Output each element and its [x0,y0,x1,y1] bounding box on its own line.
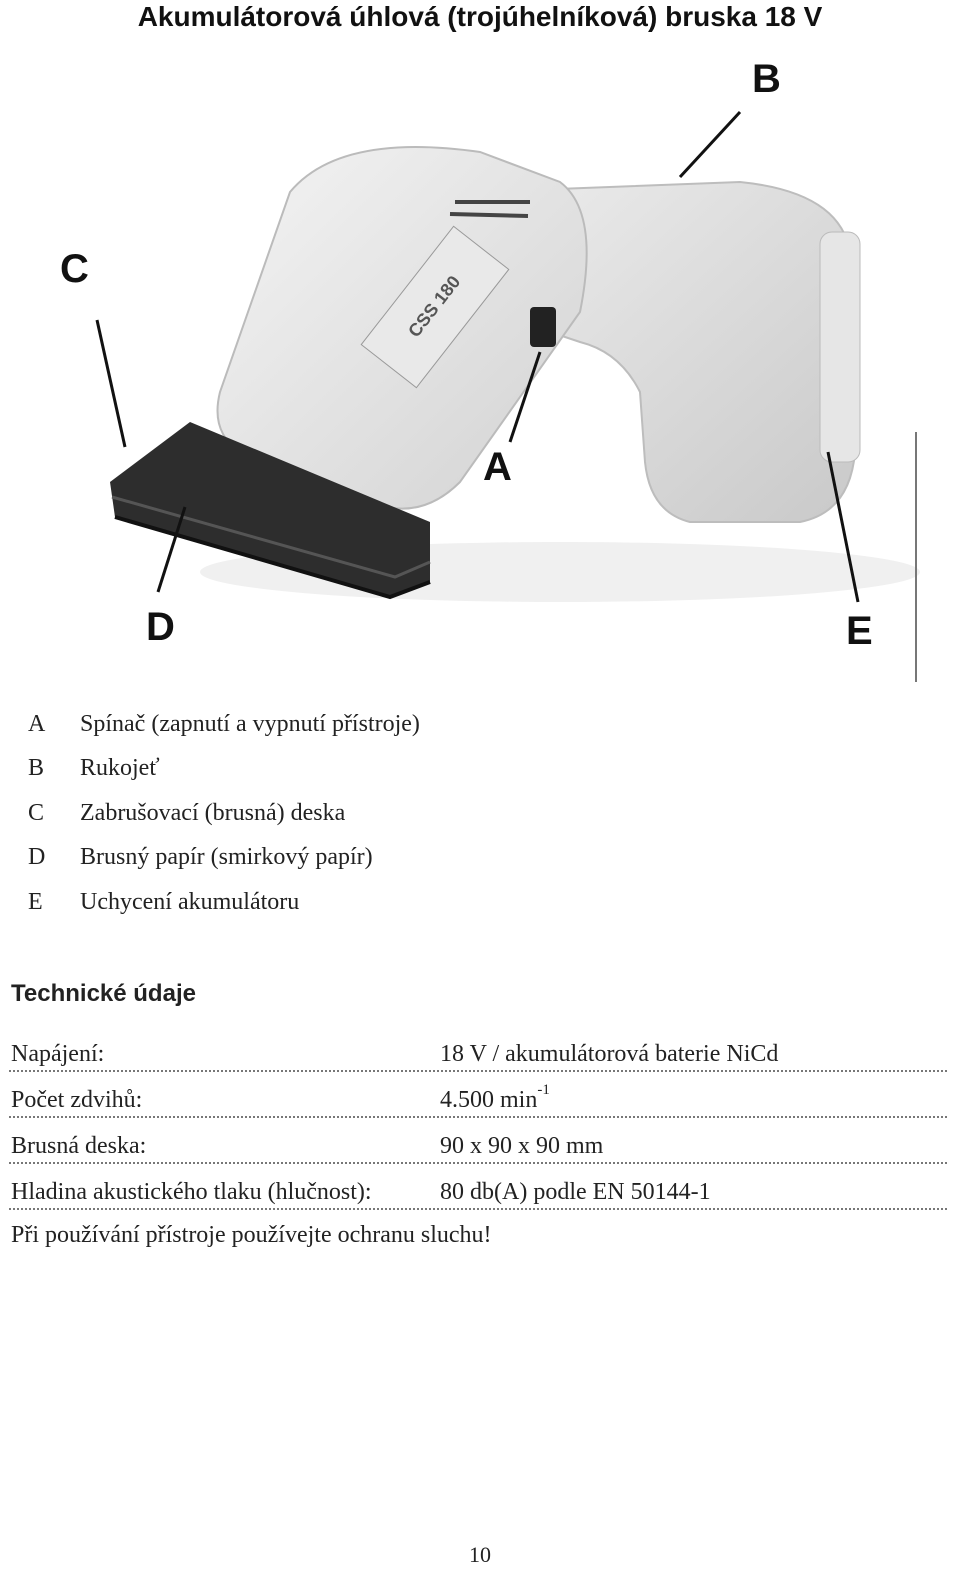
legend-text: Brusný papír (smirkový papír) [80,844,373,871]
callout-e: E [846,609,873,653]
spec-label: Hladina akustického tlaku (hlučnost): [11,1179,372,1205]
callout-c: C [60,247,89,291]
hearing-protection-warning: Při používání přístroje používejte ochranu sluchu! [11,1222,492,1248]
spec-label: Počet zdvihů: [11,1087,143,1113]
legend-item [28,836,728,881]
legend-item [28,880,728,925]
legend-item [28,702,728,747]
spec-value-stroke-rate [440,1082,550,1114]
spec-value: 90 x 90 x 90 mm [440,1133,604,1159]
legend-letter: D [28,844,46,871]
legend-text: Spínač (zapnutí a vypnutí přístroje) [80,710,420,737]
technical-data-table [9,1026,947,1210]
device-model-label: CSS 180 [404,271,465,341]
spec-row [9,1026,947,1072]
spec-row [9,1164,947,1210]
spec-label: Napájení: [11,1041,105,1067]
legend-text: Rukojeť [80,755,160,782]
legend-item [28,791,728,836]
spec-label: Brusná deska: [11,1133,147,1159]
legend-letter: B [28,755,45,782]
legend-letter: A [28,710,46,737]
battery-cap [820,232,860,462]
power-switch [530,307,556,347]
technical-data-heading: Technické údaje [11,980,196,1007]
spec-value: 80 db(A) podle EN 50144-1 [440,1179,711,1205]
product-photo [40,52,940,692]
sander-illustration [40,52,940,692]
page-number: 10 [469,1542,491,1567]
spec-row [9,1118,947,1164]
page-title: Akumulátorová úhlová (trojúhelníková) bruska 18 V [137,1,823,32]
legend-text: Uchycení akumulátoru [80,888,300,915]
legend-letter: E [28,888,43,915]
spec-value-exponent: -1 [537,1082,550,1098]
parts-legend [28,702,728,925]
spec-value: 4.500 min [440,1087,538,1113]
spec-row [9,1072,947,1118]
callout-a: A [483,445,512,489]
callout-b: B [752,57,781,101]
legend-letter: C [28,799,45,826]
legend-text: Zabrušovací (brusná) deska [80,799,346,826]
callout-d: D [146,605,175,649]
spec-value: 18 V / akumulátorová baterie NiCd [440,1041,779,1067]
legend-item [28,747,728,792]
